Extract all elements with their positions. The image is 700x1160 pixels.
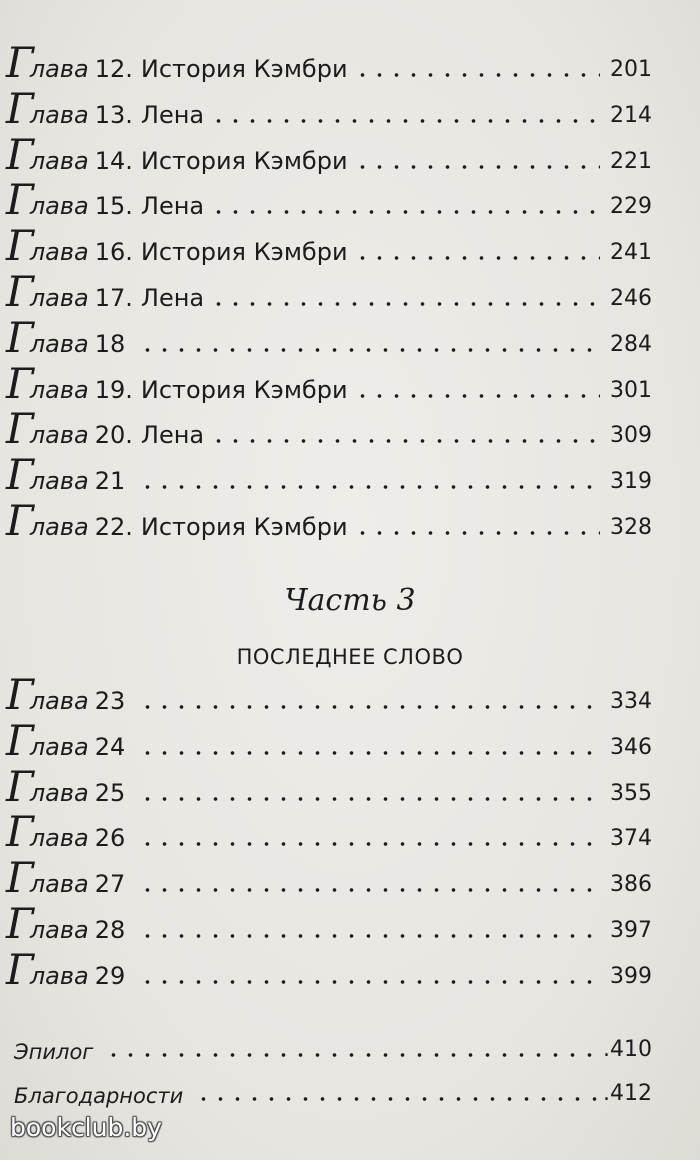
chapter-number: 28	[94, 916, 126, 944]
chapter-heading	[6, 221, 348, 271]
dot-leader	[195, 1096, 601, 1102]
page-number: 241	[610, 240, 652, 266]
chapter-word: лава	[29, 687, 89, 715]
dot-leader	[210, 301, 600, 307]
toc-entry[interactable]	[0, 83, 700, 136]
dot-leader	[210, 438, 600, 444]
chapter-heading	[6, 83, 205, 133]
page-number: 334	[610, 689, 652, 714]
page-number: 355	[610, 780, 652, 806]
toc-entry[interactable]	[0, 38, 700, 90]
chapter-word: лава	[29, 778, 89, 807]
chapter-word: лава	[29, 100, 89, 129]
chapter-number: 18	[94, 329, 126, 358]
chapter-word: лава	[29, 238, 89, 267]
chapter-heading	[6, 404, 205, 454]
chapter-word: лава	[29, 192, 89, 221]
chapter-heading	[6, 175, 205, 225]
dot-leader	[139, 979, 600, 985]
chapter-word: лава	[29, 513, 89, 541]
chapter-cap-letter: Г	[6, 450, 32, 500]
dot-leader	[354, 530, 600, 536]
part-heading-cap: Ч	[284, 583, 308, 618]
chapter-title: Лена	[140, 100, 205, 129]
page-number: 221	[610, 148, 652, 174]
chapter-heading	[6, 450, 133, 500]
chapter-cap-letter: Г	[6, 670, 32, 719]
chapter-number: 16.	[94, 238, 133, 267]
dot-leader	[139, 750, 600, 756]
toc-entry[interactable]	[0, 267, 700, 319]
chapter-heading	[6, 715, 133, 765]
chapter-cap-letter: Г	[6, 83, 32, 133]
chapter-number: 23	[94, 687, 126, 715]
chapter-word: лава	[29, 916, 89, 944]
dot-leader	[139, 887, 600, 893]
dot-leader	[354, 164, 600, 170]
chapter-cap-letter: Г	[6, 267, 32, 316]
dot-leader	[105, 1052, 601, 1058]
toc-entry[interactable]	[0, 450, 700, 502]
chapter-heading	[6, 312, 133, 362]
chapter-heading	[6, 944, 133, 994]
chapter-title: Лена	[140, 192, 205, 221]
page-number: 301	[610, 377, 652, 403]
chapter-number: 19.	[94, 375, 133, 404]
page-number: 399	[610, 963, 652, 989]
toc-entry[interactable]	[0, 715, 700, 768]
back-matter-label: Благодарности	[14, 1084, 184, 1108]
toc-entry[interactable]	[0, 312, 700, 365]
chapter-cap-letter: Г	[6, 899, 32, 948]
page-number: 328	[610, 515, 652, 540]
chapter-word: лава	[29, 421, 89, 450]
toc-entry[interactable]	[0, 404, 700, 456]
chapter-title: История Кэмбри	[140, 375, 348, 404]
page-number: 246	[610, 286, 652, 311]
page-number: 229	[610, 194, 652, 220]
chapter-number: 14.	[94, 146, 133, 175]
chapter-number: 15.	[94, 192, 133, 221]
toc-entry[interactable]	[0, 670, 700, 722]
chapter-title: Лена	[140, 421, 205, 450]
chapter-cap-letter: Г	[6, 129, 32, 179]
chapter-heading	[6, 267, 205, 316]
chapter-number: 20.	[94, 421, 133, 450]
chapter-heading	[6, 807, 133, 857]
chapter-title: История Кэмбри	[140, 55, 348, 83]
page-number: 284	[610, 331, 652, 357]
chapter-word: лава	[29, 284, 89, 312]
dot-leader	[210, 118, 600, 124]
chapter-number: 29	[94, 961, 126, 990]
page-number: 319	[610, 469, 652, 495]
chapter-number: 21	[94, 467, 126, 496]
page-number: 309	[610, 423, 652, 449]
chapter-cap-letter: Г	[6, 761, 32, 811]
toc-entry[interactable]	[0, 129, 700, 182]
chapter-cap-letter: Г	[6, 807, 32, 857]
dot-leader	[139, 796, 600, 802]
chapter-cap-letter: Г	[6, 175, 32, 225]
chapter-number: 24	[94, 732, 126, 761]
chapter-word: лава	[29, 375, 89, 404]
page-number: 201	[610, 57, 652, 82]
back-matter-label: Эпилог	[14, 1040, 94, 1064]
chapter-cap-letter: Г	[6, 404, 32, 454]
chapter-number: 17.	[94, 284, 133, 312]
toc-entry[interactable]	[0, 807, 700, 859]
chapter-heading	[6, 496, 348, 545]
chapter-heading	[6, 358, 348, 408]
toc-entry[interactable]	[0, 853, 700, 905]
back-matter-entry[interactable]	[0, 1074, 700, 1114]
toc-entry[interactable]	[0, 761, 700, 814]
chapter-word: лава	[29, 961, 89, 990]
watermark: bookclub.by	[10, 1113, 162, 1142]
chapter-number: 25	[94, 778, 126, 807]
page-number: .410	[603, 1037, 652, 1062]
page-number: 374	[610, 826, 652, 852]
chapter-number: 26	[94, 824, 126, 853]
dot-leader	[139, 484, 600, 490]
dot-leader	[139, 347, 600, 353]
chapter-number: 13.	[94, 100, 133, 129]
chapter-word: лава	[29, 329, 89, 358]
chapter-heading	[6, 670, 133, 719]
chapter-cap-letter: Г	[6, 496, 32, 545]
chapter-word: лава	[29, 467, 89, 496]
toc-entry[interactable]	[0, 358, 700, 411]
chapter-word: лава	[29, 55, 89, 83]
part-3-subtitle: ПОСЛЕДНЕЕ СЛОВО	[236, 645, 464, 669]
chapter-heading	[6, 38, 348, 87]
toc-entry[interactable]	[0, 944, 700, 997]
chapter-heading	[6, 899, 133, 948]
chapter-number: 12.	[94, 55, 133, 83]
chapter-heading	[6, 129, 348, 179]
chapter-cap-letter: Г	[6, 358, 32, 408]
chapter-heading	[6, 853, 133, 903]
page-number: .412	[603, 1081, 652, 1106]
chapter-cap-letter: Г	[6, 853, 32, 903]
chapter-word: лава	[29, 870, 89, 899]
page-number: 346	[610, 734, 652, 760]
dot-leader	[139, 704, 600, 710]
dot-leader	[139, 841, 600, 847]
chapter-word: лава	[29, 732, 89, 761]
chapter-number: 22.	[94, 513, 133, 541]
chapter-title: История Кэмбри	[140, 146, 348, 175]
chapter-cap-letter: Г	[6, 944, 32, 994]
dot-leader	[354, 255, 600, 261]
chapter-title: История Кэмбри	[140, 513, 348, 541]
chapter-heading	[6, 761, 133, 811]
dot-leader	[354, 72, 600, 78]
chapter-word: лава	[29, 824, 89, 853]
chapter-cap-letter: Г	[6, 715, 32, 765]
chapter-title: История Кэмбри	[140, 238, 348, 267]
dot-leader	[210, 209, 600, 215]
chapter-cap-letter: Г	[6, 221, 32, 271]
back-matter-entry[interactable]	[0, 1030, 700, 1070]
dot-leader	[139, 933, 600, 939]
chapter-cap-letter: Г	[6, 38, 32, 87]
page-number: 214	[610, 102, 652, 128]
toc-entry[interactable]	[0, 221, 700, 273]
chapter-title: Лена	[140, 284, 205, 312]
chapter-cap-letter: Г	[6, 312, 32, 362]
toc-entry[interactable]	[0, 175, 700, 227]
chapter-word: лава	[29, 146, 89, 175]
part-3-heading	[0, 583, 700, 618]
toc-entry[interactable]	[0, 899, 700, 951]
dot-leader	[354, 393, 600, 399]
part-heading-rest: асть 3	[307, 583, 416, 618]
toc-entry[interactable]	[0, 496, 700, 548]
page-number: 397	[610, 918, 652, 943]
page-number: 386	[610, 872, 652, 898]
chapter-number: 27	[94, 870, 126, 899]
